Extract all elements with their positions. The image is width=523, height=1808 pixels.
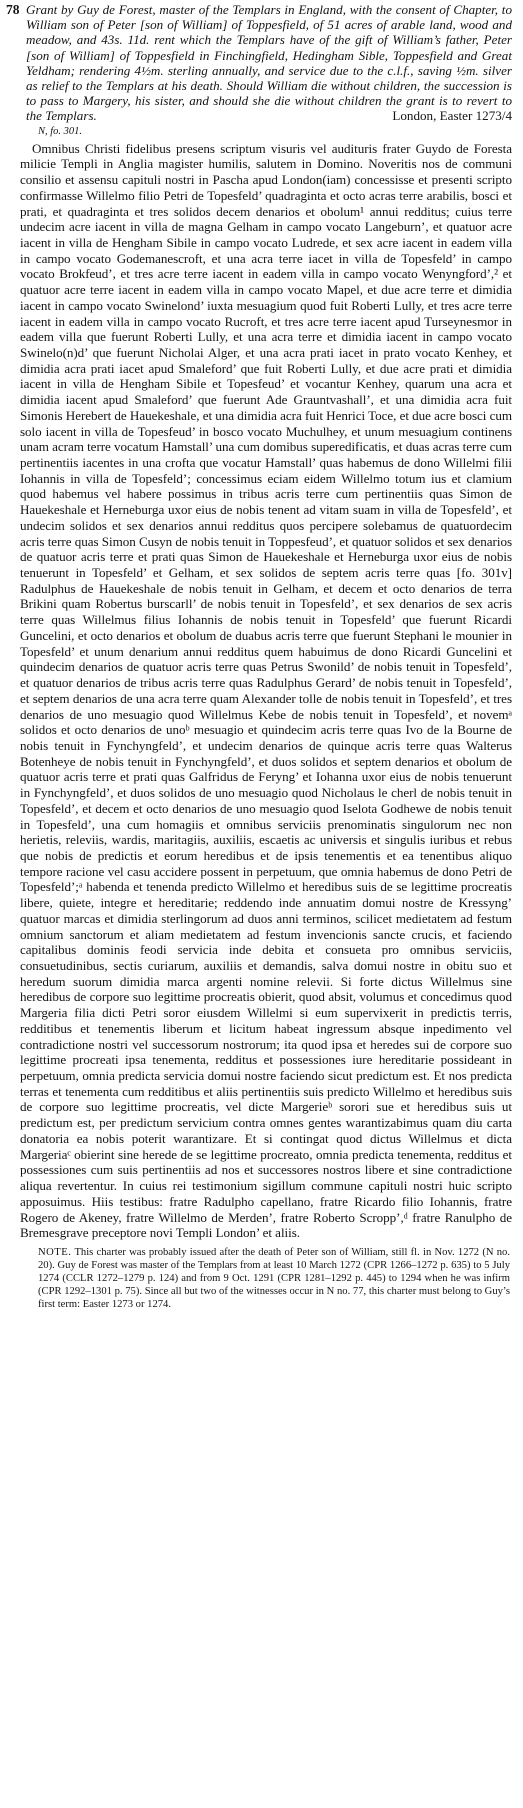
- place-date: London, Easter 1273/4: [392, 108, 512, 124]
- entry-summary: Grant by Guy de Forest, master of the Templars in England, with the consent of Chapter, to William son of Peter [son of William] of Toppesfield, of 51 acres of arable land, wood and meadow, and 43s. 11d. rent which the Templars have of the gift of William’s father, Peter [son of William] of Toppesfield in Finchingfield, Hedingham Sible, Toppesfield and Great Yeldham; rendering 4½m. sterling annually, and service due to the c.l.f., saving ½m. silver as relief to the Templars at his death. Should William die without children, the succession is to pass to Margery, his sister, and should she die without children the grant is to revert to the Templars.: [26, 2, 512, 124]
- note-label: NOTE.: [38, 1246, 72, 1258]
- entry-number: 78: [6, 2, 20, 17]
- entry-heading: [6, 2, 516, 124]
- document-page: [6, 2, 516, 1311]
- editorial-note: [6, 1247, 516, 1312]
- manuscript-reference: N, fo. 301.: [38, 125, 83, 137]
- note-text: This charter was probably issued after the death of Peter son of William, still fl. in Nov. 1272 (N no. 20). Guy de Forest was master of the Templars from at least 10 March 1272 (CPR 1266–1272 p. 635) to 5 July 1274 (CCLR 1272–1279 p. 124) and from 9 Oct. 1291 (CPR 1281–1292 p. 445) to 1294 when he was infirm (CPR 1292–1301 p. 75). Since all but two of the witnesses occur in N no. 77, this charter must belong to Guy’s first term: Easter 1273 or 1274.: [38, 1246, 510, 1310]
- latin-charter-text: Omnibus Christi fidelibus presens scriptum visuris vel audituris frater Guydo de Foresta milicie Templi in Anglia magister humilis, salutem in Domino. Noveritis nos de communi consilio et assensu capituli nostri in Pascha apud London(iam) concessisse et presenti scripto confirmasse Willelmo filio Petri de Topesfeld’ quadraginta et octo acras terre arabilis, bosci et prati, et quadraginta et tres solidos decem denarios et obolum¹ annui redditus; cuius terre undecim acre iacent in villa de magna Gelham in campo vocato Langeburn’, et quatuor acre iacent in villa de Hengham Sibile in campo vocato Ludrede, et sex acre iacent in eadem villa in campo vocato Godemanescroft, et una acra terre iacet in villa de Topesfeld’ in campo vocato Brokfeud’, et tres acre terre iacent in eadem villa in campo vocato Wenyngford’,² et quatuor acre terre iacent in eadem villa in campo vocato Mapel, et due acre terre et dimidia iacent in campo vocato Swinelond’ iuxta mesuagium quod fuit Roberti Lully, et tres acre terre iacent in eadem villa in campo vocato Rucroft, et tres acre terre iacent apud Turseynesmor in eadem villa que fuerunt Roberti Lully, et una acra terre et dimidia iacent in campo vocato Swinelo(n)d’ que fuerunt Nicholai Alger, et una acra prati iacet in prato vocato Kenhey, et dimidia acra prati iacet apud Smaleford’ que fuit Roberti Lully, et due acre prati et dimidia iacent in villa de Hengham Sibile et Topesfeud’ et vocantur Kenhey, quarum una acra et dimidia iacent apud Smaleford’ que fuerunt Ade Grauntvashall’, et una dimidia acra fuit Simonis Herebert de Hauekeshale, et una dimidia acra fuit Henrici Toce, et due acre bosci cum solo iacent in villa de Topesfeud’ in bosco vocato Muchulhey, et unum mesuagium continens unam acram terre vocatum Hamstall’ una cum domibus superedificatis, et duas acras terre cum pertinentiis iacentes in una crofta que vocatur Hamstall’ quas habemus de dono Willelmi filii Iohannis in villa de Topesfeld’; concessimus eciam eidem Willelmo totum ius et clamium quod habemus vel habere possimus in tribus acris terre cum pertinentiis quas Simon de Hauekeshale et Herneburga uxor eius de nobis tenent ad vitam suam in villa de Topesfeld’, et undecim solidos et sex denarios annui redditus quos percipere solebamus de quatuordecim acris terre quas Simon Cusyn de nobis tenuit in Toppesfeud’, et quatuor solidos et sex denarios de quatuor acris terre et prati quas Simon de Hauekeshale et Herneburga uxor eius de nobis tenuerunt in Topesfeld’ et Gelham, et sex solidos de septem acris terre quas [fo. 301v] Radulphus de Hauekeshale de nobis tenuit in Gelham, et decem et octo denarios de terra Brikini quam Robertus burscarll’ de nobis tenuit in Topesfeld’, et sex denarios de sex acris terre quas Willelmus filius Iohannis de nobis tenuit in Topesfeld’ que fuerunt Ricardi Guncelini, et octo denarios et obolum de duabus acris terre que fuerunt Stephani le mounier in Topesfeld’ et unum denarium annui redditus quem habuimus de dono Ricardi Guncelini et quindecim denarios de quatuor acris terre quas Petrus Swonild’ de nobis tenuit in Topesfeld’, et quatuor denarios de tribus acris terre quas Radulphus Gerard’ de nobis tenuit in Topesfeld’, et septem denarios de una acra terre quam Alexander tolle de nobis tenuit in Topesfeld’, et tres denarios de uno mesuagio quod Willelmus Kebe de nobis tenuit in Topesfeld’, et novemᵃ solidos et octo denarios de unoᵇ mesuagio et quindecim acris terre quas Ivo de la Bourne de nobis tenuit in Fynchyngfeld’, et undecim denarios de quinque acris terre quas Walterus Botenheye de nobis tenuit in Fynchyngfeld’, et duos solidos et septem denarios et obolum de quatuor acris terre et prati quas Galfridus de Feryng’ et Iohanna uxor eius de nobis tenuerunt in Fynchyngfeld’, et duos solidos de uno mesuagio quod Nicholaus le cherl de nobis tenuit in Topesfeld’, et decem et octo denarios de uno mesuagio quod Iselota Godhewe de nobis tenuit in Topesfeld’, una cum homagiis et omnibus serviciis prenominatis singulorum nec non herietis, releviis, wardis, maritagiis, auxiliis, escaetis ac universis et singulis iuribus et rebus que nobis de predictis et eorum heredibus et de ipsis tenementis et ea tenentibus aliquo tempore racione vel casu accidere possent in perpetuum, que omnia habemus de dono Petri de Topesfeld’;ᵃ habenda et tenenda predicto Willelmo et heredibus suis de se legittime procreatis libere, quiete, integre et hereditarie; reddendo inde annuatim domui nostre de Kressyng’ quatuor marcas et dimidia sterlingorum ad duos anni terminos, scilicet medietatem ad festum omnium sanctorum et aliam medietatem ad festum invencionis sancte crucis, et faciendo capitalibus dominis feodi servicia inde debita et consueta pro omnibus serviciis, consuetudinibus, sectis curiarum, auxiliis et demandis, salva domui nostre in obitu suo et heredum suorum dimidia marca argenti nomine relevii. Si forte dictus Willelmus sine heredibus de corpore suo legittime procreatis obierit, quod absit, volumus et concedimus quod Margeria filia dicti Petri soror eiusdem Willelmi si eum supervixerit in predictis terris, redditibus et tenementis liberum et licitum habeat ingressum absque inpedimento vel contradictione nostri vel successorum nostrorum; ita quod ipsa et heredes sui de corpore suo legittime procreati ipsa tenementa, redditus et possessiones iure hereditarie possideant in perpetuum, omnia predicta servicia domui nostre faciendo sicut predictum est. Et nos predicta terras et tenementa cum redditibus et aliis pertinentiis suis predicto Willelmo et heredibus suis de corpore suo legittime procreatis, vel dicte Margerieᵇ sorori sue et heredibus suis ut predictum est, per predictum servicium contra omnes gentes warantizabimus quam diu carta donatoria ea nobis poterit warantizare. Et si contingat quod dictus Willelmus et dicta Margeriaᶜ obierint sine herede de se legittime procreato, omnia predicta tenementa, redditus et possessiones cum suis pertinentiis ad nos et successores nostros libere et sine contradictione aliqua revertentur. In cuius rei testimonium sigillum commune capituli nostri huic scripto apposuimus. Hiis testibus: fratre Radulpho capellano, fratre Ricardo filio Iohannis, fratre Rogero de Akeney, fratre Willelmo de Merden’, fratre Roberto Scropp’,ᵈ fratre Ranulpho de Bremesgrave preceptore novi Templi London’ et aliis.: [20, 140, 512, 1241]
